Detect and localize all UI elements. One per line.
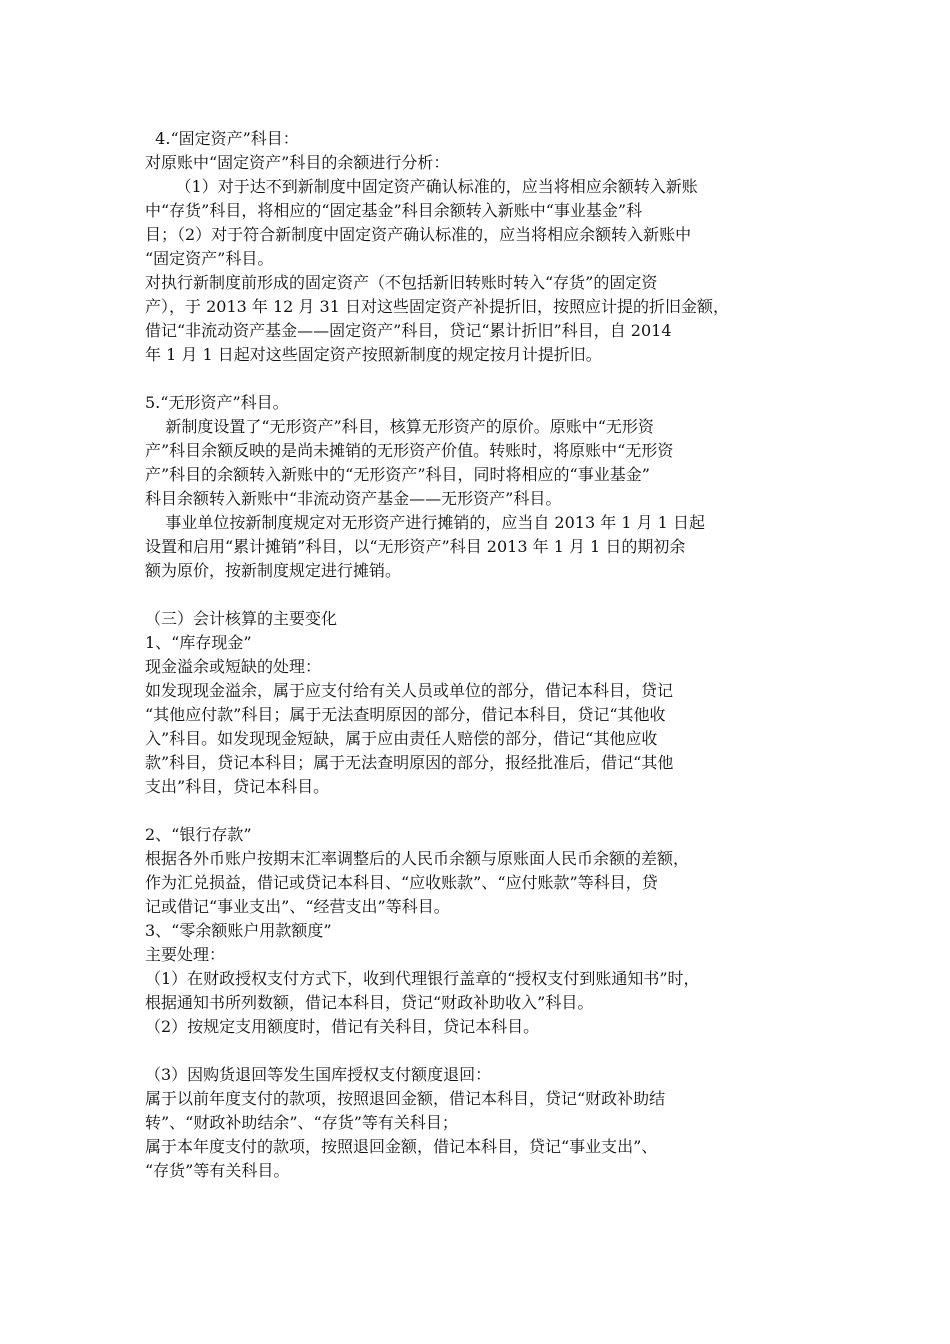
text-line: 额为原价，按新制度规定进行摊销。: [145, 561, 402, 580]
text-line: （2）按规定支用额度时，借记有关科目，贷记本科目。: [145, 1017, 540, 1036]
blank-line: [145, 583, 815, 607]
text-line: 4.“固定资产”科目：: [145, 129, 299, 148]
text-line: （3）因购货退回等发生国库授权支付额度退回：: [145, 1065, 492, 1084]
text-line: （三）会计核算的主要变化: [145, 609, 338, 628]
text-line: 3、“零余额账户用款额度”: [145, 921, 332, 940]
text-line: 年 1 月 1 日起对这些固定资产按照新制度的规定按月计提折旧。: [145, 345, 602, 364]
text-line: 目；（2）对于符合新制度中固定资产确认标准的，应当将相应余额转入新账中: [145, 225, 692, 244]
text-line: 转”、“财政补助结余”、“存货”等有关科目；: [145, 1113, 458, 1132]
document-body: [145, 127, 815, 1183]
text-line: 设置和启用“累计摊销”科目，以“无形资产”科目 2013 年 1 月 1 日的期初余: [145, 537, 686, 556]
blank-line: [145, 1039, 815, 1063]
text-line: 产”科目的余额转入新账中的“无形资产”科目，同时将相应的“事业基金”: [145, 465, 650, 484]
text-line: 根据各外币账户按期末汇率调整后的人民币余额与原账面人民币余额的差额，: [145, 849, 690, 868]
text-line: 2、“银行存款”: [145, 825, 252, 844]
text-line: 借记“非流动资产基金——固定资产”科目，贷记“累计折旧”科目，自 2014: [145, 321, 672, 340]
text-line: “固定资产”科目。: [145, 249, 274, 268]
text-line: 事业单位按新制度规定对无形资产进行摊销的，应当自 2013 年 1 月 1 日起: [145, 513, 705, 532]
text-line: 属于本年度支付的款项，按照退回金额，借记本科目，贷记“事业支出”、: [145, 1137, 658, 1156]
text-line: 产），于 2013 年 12 月 31 日对这些固定资产补提折旧，按照应计提的折旧金额，: [145, 297, 729, 316]
text-line: 现金溢余或短缺的处理：: [145, 657, 322, 676]
text-line: （1）在财政授权支付方式下，收到代理银行盖章的“授权支付到账通知书”时，: [145, 969, 700, 988]
text-line: 产”科目余额反映的是尚未摊销的无形资产价值。转账时，将原账中“无形资: [145, 441, 674, 460]
text-line: （1）对于达不到新制度中固定资产确认标准的，应当将相应余额转入新账: [145, 177, 698, 196]
text-line: 主要处理：: [145, 945, 226, 964]
text-line: 款”科目，贷记本科目；属于无法查明原因的部分，报经批准后，借记“其他: [145, 753, 674, 772]
text-line: 科目余额转入新账中“非流动资产基金——无形资产”科目。: [145, 489, 562, 508]
text-line: 入”科目。如发现现金短缺，属于应由责任人赔偿的部分，借记“其他应收: [145, 729, 658, 748]
text-line: 根据通知书所列数额，借记本科目，贷记“财政补助收入”科目。: [145, 993, 594, 1012]
blank-line: [145, 799, 815, 823]
text-line: 新制度设置了“无形资产”科目，核算无形资产的原价。原账中“无形资: [145, 417, 654, 436]
text-line: 支出”科目，贷记本科目。: [145, 777, 330, 796]
text-line: 对执行新制度前形成的固定资产（不包括新旧转账时转入“存货”的固定资: [145, 273, 658, 292]
text-line: 记或借记“事业支出”、“经营支出”等科目。: [145, 897, 450, 916]
blank-line: [145, 367, 815, 391]
text-line: 属于以前年度支付的款项，按照退回金额，借记本科目，贷记“财政补助结: [145, 1089, 666, 1108]
text-line: 5.“无形资产”科目。: [145, 393, 289, 412]
text-line: “其他应付款”科目；属于无法查明原因的部分，借记本科目，贷记“其他收: [145, 705, 666, 724]
text-line: 1、“库存现金”: [145, 633, 252, 652]
text-line: 对原账中“固定资产”科目的余额进行分析：: [145, 153, 450, 172]
text-line: 如发现现金溢余，属于应支付给有关人员或单位的部分，借记本科目，贷记: [145, 681, 674, 700]
text-line: “存货”等有关科目。: [145, 1161, 290, 1180]
text-line: 中“存货”科目，将相应的“固定基金”科目余额转入新账中“事业基金”科: [145, 201, 643, 220]
text-line: 作为汇兑损益，借记或贷记本科目、“应收账款”、“应付账款”等科目，贷: [145, 873, 658, 892]
